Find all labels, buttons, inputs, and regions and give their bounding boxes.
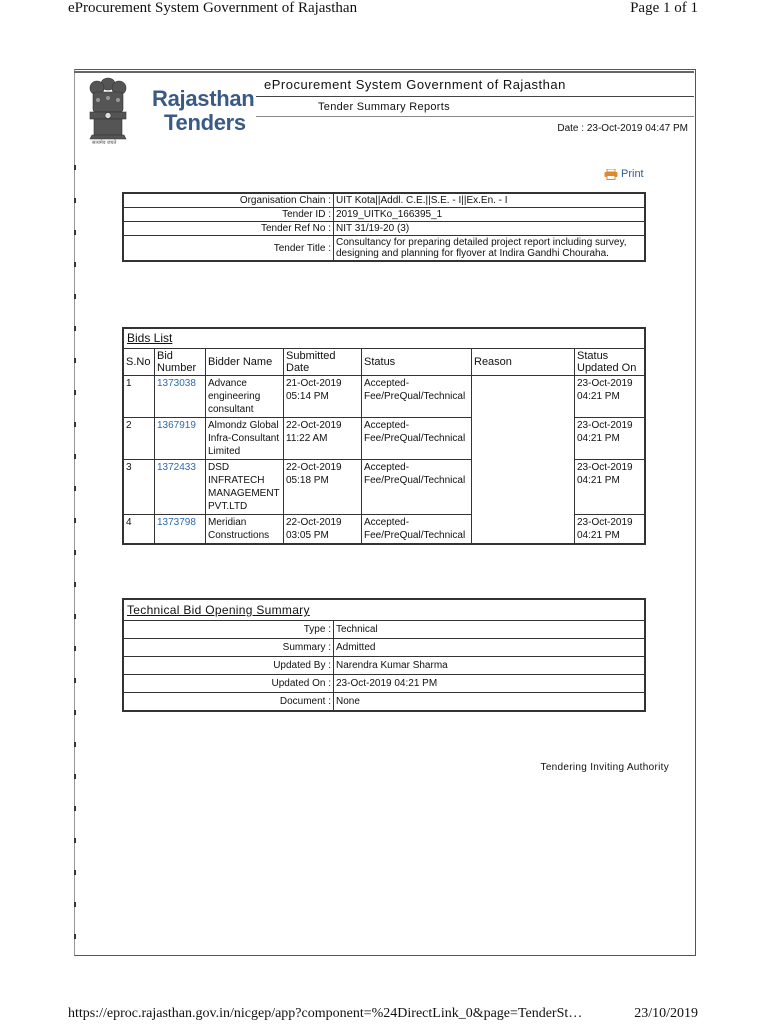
table-row xyxy=(123,675,645,693)
bids-list-caption xyxy=(123,328,645,349)
title-divider xyxy=(256,96,694,97)
bids-list-table xyxy=(122,327,646,545)
cell-sno: 4 xyxy=(123,515,155,545)
footer-date: 23/10/2019 xyxy=(634,1006,698,1021)
page-indicator: Page 1 of 1 xyxy=(630,0,698,16)
ashoka-emblem-icon xyxy=(86,74,130,140)
column-header-status-updated-on: Status Updated On xyxy=(575,349,646,376)
page-title: eProcurement System Government of Rajasthan xyxy=(264,77,566,92)
tender-title-label: Tender Title : xyxy=(123,236,334,262)
cell-status-updated-on: 23-Oct-2019 04:21 PM xyxy=(575,515,646,545)
cell-status: Accepted-Fee/PreQual/Technical xyxy=(362,418,472,460)
cell-bidder-name: Almondz Global Infra-Consultant Limited xyxy=(206,418,284,460)
cell-bidder-name: DSD INFRATECH MANAGEMENT PVT.LTD xyxy=(206,460,284,515)
bid-number-link[interactable]: 1373798 xyxy=(155,515,206,545)
print-label: Print xyxy=(621,168,644,180)
technical-summary-title: Technical Bid Opening Summary xyxy=(127,603,310,617)
cell-submitted-date: 21-Oct-2019 05:14 PM xyxy=(284,376,362,418)
footer-url: https://eproc.rajasthan.gov.in/nicgep/app?component=%24DirectLink_0&page=TenderSt… xyxy=(68,1006,583,1021)
column-header-sno: S.No xyxy=(123,349,155,376)
cell-status: Accepted-Fee/PreQual/Technical xyxy=(362,460,472,515)
subtitle-divider xyxy=(256,116,694,117)
document-value: None xyxy=(334,693,646,712)
updated-on-label: Updated On : xyxy=(123,675,334,693)
table-caption-row xyxy=(123,599,645,621)
technical-summary-caption xyxy=(123,599,645,621)
cell-status-updated-on: 23-Oct-2019 04:21 PM xyxy=(575,460,646,515)
table-header-row xyxy=(123,349,645,376)
table-row xyxy=(123,222,645,236)
tender-id-label: Tender ID : xyxy=(123,208,334,222)
table-caption-row xyxy=(123,328,645,349)
column-header-submitted-date: Submitted Date xyxy=(284,349,362,376)
tendering-authority-signature: Tendering Inviting Authority xyxy=(540,762,669,773)
cell-submitted-date: 22-Oct-2019 11:22 AM xyxy=(284,418,362,460)
bid-number-link[interactable]: 1372433 xyxy=(155,460,206,515)
tender-id-value: 2019_UITKo_166395_1 xyxy=(334,208,646,222)
cell-submitted-date: 22-Oct-2019 05:18 PM xyxy=(284,460,362,515)
logo-text-tenders: Tenders xyxy=(164,110,246,135)
table-row xyxy=(123,208,645,222)
column-header-bid-number: Bid Number xyxy=(155,349,206,376)
report-date: Date : 23-Oct-2019 04:47 PM xyxy=(557,123,688,134)
browser-print-header-title: eProcurement System Government of Rajasthan xyxy=(68,0,358,16)
cell-bidder-name: Advance engineering consultant xyxy=(206,376,284,418)
column-header-bidder-name: Bidder Name xyxy=(206,349,284,376)
summary-label: Summary : xyxy=(123,639,334,657)
table-row xyxy=(123,236,645,262)
cell-status: Accepted-Fee/PreQual/Technical xyxy=(362,376,472,418)
updated-by-label: Updated By : xyxy=(123,657,334,675)
print-button[interactable] xyxy=(604,168,644,180)
cell-bidder-name: Meridian Constructions xyxy=(206,515,284,545)
emblem-motto: सत्यमेव जयते xyxy=(92,140,117,146)
printer-icon xyxy=(604,169,618,180)
tender-title-value: Consultancy for preparing detailed project report including survey, designing and planning for flyover at Indira Gandhi Chouraha. xyxy=(334,236,646,262)
organisation-chain-value: UIT Kota||Addl. C.E.||S.E. - I||Ex.En. - I xyxy=(334,193,646,208)
bids-list-title: Bids List xyxy=(127,331,173,345)
type-value: Technical xyxy=(334,621,646,639)
column-header-status: Status xyxy=(362,349,472,376)
cell-sno: 1 xyxy=(123,376,155,418)
tender-ref-value: NIT 31/19-20 (3) xyxy=(334,222,646,236)
logo-text-rajasthan: Rajasthan xyxy=(152,86,255,111)
tender-info-table xyxy=(122,192,646,262)
bid-number-link[interactable]: 1373038 xyxy=(155,376,206,418)
type-label: Type : xyxy=(123,621,334,639)
cell-status-updated-on: 23-Oct-2019 04:21 PM xyxy=(575,376,646,418)
table-row xyxy=(123,193,645,208)
cell-sno: 2 xyxy=(123,418,155,460)
table-row xyxy=(123,639,645,657)
document-label: Document : xyxy=(123,693,334,712)
table-row xyxy=(123,693,645,712)
cell-sno: 3 xyxy=(123,460,155,515)
table-row xyxy=(123,621,645,639)
report-subtitle: Tender Summary Reports xyxy=(318,101,450,113)
updated-by-value: Narendra Kumar Sharma xyxy=(334,657,646,675)
technical-bid-summary-table xyxy=(122,598,646,712)
table-row xyxy=(123,376,645,418)
updated-on-value: 23-Oct-2019 04:21 PM xyxy=(334,675,646,693)
organisation-chain-label: Organisation Chain : xyxy=(123,193,334,208)
cell-status: Accepted-Fee/PreQual/Technical xyxy=(362,515,472,545)
tender-ref-label: Tender Ref No : xyxy=(123,222,334,236)
summary-value: Admitted xyxy=(334,639,646,657)
column-header-reason: Reason xyxy=(472,349,575,376)
bid-number-link[interactable]: 1367919 xyxy=(155,418,206,460)
cell-reason xyxy=(472,376,575,545)
table-row xyxy=(123,657,645,675)
cell-submitted-date: 22-Oct-2019 03:05 PM xyxy=(284,515,362,545)
cell-status-updated-on: 23-Oct-2019 04:21 PM xyxy=(575,418,646,460)
